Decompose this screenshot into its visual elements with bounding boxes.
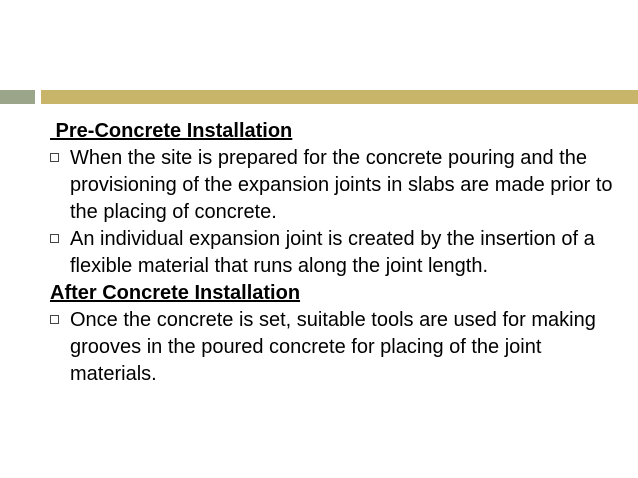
section-heading-pre-concrete: Pre-Concrete Installation [50,120,293,142]
band-left-segment [0,90,35,104]
square-bullet-icon [50,153,59,162]
list-item [50,307,620,388]
list-item [50,226,620,280]
bullet-text: When the site is prepared for the concrete pouring and the provisioning of the expansion joints in slabs are made prior to the placing of concrete. [70,147,613,223]
bullet-text: Once the concrete is set, suitable tools are used for making grooves in the poured concrete for placing of the joint materials. [70,309,596,385]
bullet-text: An individual expansion joint is created by the insertion of a flexible material that runs along the joint length. [70,228,595,277]
slide-content [50,118,620,388]
section-heading-after-concrete: After Concrete Installation [50,282,301,304]
square-bullet-icon [50,315,59,324]
top-decorative-band [0,90,638,104]
square-bullet-icon [50,234,59,243]
band-right-segment [41,90,638,104]
list-item [50,145,620,226]
